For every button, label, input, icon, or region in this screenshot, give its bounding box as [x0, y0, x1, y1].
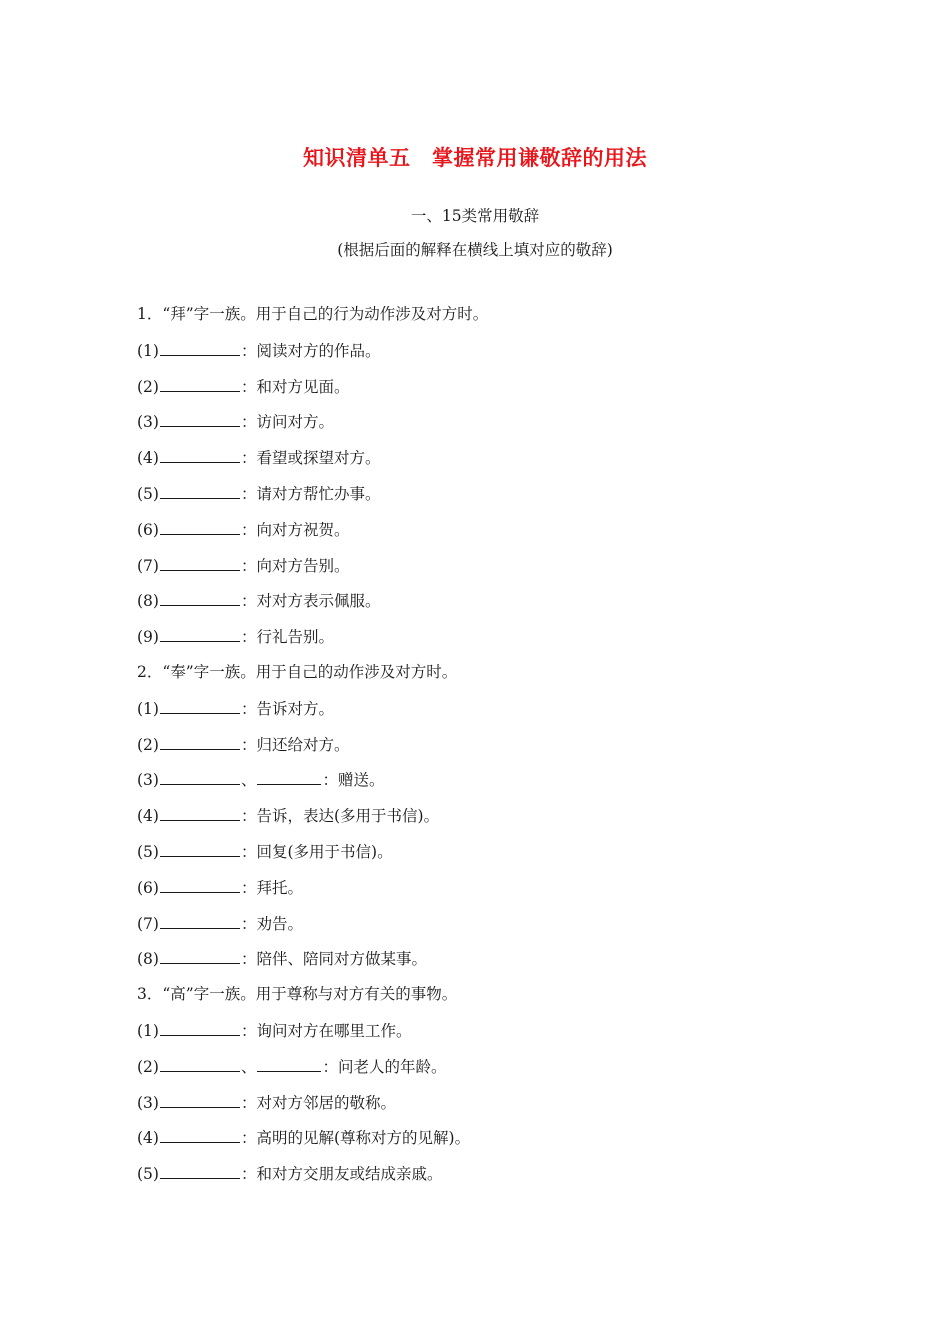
item-number: (2) [137, 1057, 159, 1076]
item-number: (6) [137, 520, 159, 539]
item-description: ：对对方邻居的敬称。 [240, 1093, 396, 1112]
item-number: (4) [137, 449, 159, 468]
answer-blank[interactable] [160, 481, 240, 499]
exercise-item [137, 911, 303, 935]
answer-blank[interactable] [160, 875, 240, 893]
exercise-item [137, 338, 380, 362]
exercise-item [137, 839, 393, 863]
exercise-item [137, 445, 380, 469]
exercise-item [137, 1161, 442, 1185]
answer-blank[interactable] [160, 911, 240, 929]
exercise-item [137, 624, 334, 648]
item-number: (8) [137, 950, 159, 969]
exercise-item [137, 767, 385, 791]
item-number: (2) [137, 377, 159, 396]
group-heading: 1．“拜”字一族。用于自己的行为动作涉及对方时。 [137, 305, 489, 323]
item-number: (5) [137, 485, 159, 503]
item-number: (3) [137, 771, 159, 790]
item-description: ：赠送。 [322, 771, 385, 790]
item-description: ：对对方表示佩服。 [240, 592, 381, 611]
blank-separator: 、 [240, 1057, 257, 1076]
answer-blank[interactable] [160, 624, 240, 642]
exercise-item [137, 1090, 396, 1114]
exercise-item [137, 732, 349, 756]
exercise-item [137, 517, 349, 541]
item-description: ：询问对方在哪里工作。 [240, 1022, 412, 1040]
instruction-text: (根据后面的解释在横线上填对应的敬辞) [337, 241, 613, 259]
item-number: (3) [137, 413, 159, 432]
answer-blank[interactable] [160, 1125, 240, 1143]
item-description: ：请对方帮忙办事。 [240, 485, 381, 503]
exercise-item [137, 1054, 447, 1078]
answer-blank[interactable] [160, 553, 240, 571]
exercise-item [137, 481, 380, 505]
item-description: ：和对方交朋友或结成亲戚。 [240, 1165, 443, 1184]
item-number: (4) [137, 807, 159, 826]
answer-blank[interactable] [160, 517, 240, 535]
exercise-item [137, 1018, 411, 1042]
exercise-item [137, 588, 380, 612]
item-number: (2) [137, 735, 159, 754]
item-number: (1) [137, 699, 159, 718]
item-number: (5) [137, 1165, 159, 1184]
exercise-item [137, 1125, 470, 1149]
answer-blank[interactable] [160, 338, 240, 356]
item-description: ：陪伴、陪同对方做某事。 [240, 950, 427, 969]
item-number: (1) [137, 341, 159, 360]
exercise-item [137, 374, 349, 398]
answer-blank[interactable] [160, 767, 240, 785]
answer-blank[interactable] [160, 946, 240, 964]
item-number: (9) [137, 628, 159, 647]
item-number: (7) [137, 914, 159, 933]
item-number: (4) [137, 1129, 159, 1148]
item-description: ：看望或探望对方。 [240, 449, 381, 468]
item-description: ：高明的见解(尊称对方的见解)。 [240, 1129, 471, 1148]
answer-blank[interactable] [160, 445, 240, 463]
answer-blank[interactable] [160, 1018, 240, 1036]
item-number: (6) [137, 878, 159, 897]
item-description: ：回复(多用于书信)。 [240, 843, 393, 861]
answer-blank[interactable] [257, 1054, 321, 1072]
blank-separator: 、 [240, 771, 257, 790]
group-heading: 2．“奉”字一族。用于自己的动作涉及对方时。 [137, 663, 458, 681]
group-heading: 3．“高”字一族。用于尊称与对方有关的事物。 [137, 985, 458, 1004]
exercise-item [137, 875, 303, 899]
exercise-item [137, 553, 349, 577]
exercise-item [137, 696, 334, 720]
answer-blank[interactable] [160, 1161, 240, 1179]
answer-blank[interactable] [160, 732, 240, 750]
item-number: (1) [137, 1022, 159, 1040]
item-description: ：告诉对方。 [240, 699, 334, 718]
item-description: ：向对方告别。 [240, 556, 350, 575]
item-description: ：问老人的年龄。 [322, 1057, 447, 1076]
item-number: (8) [137, 592, 159, 611]
item-description: ：向对方祝贺。 [240, 520, 350, 539]
answer-blank[interactable] [160, 839, 240, 857]
item-description: ：归还给对方。 [240, 735, 350, 754]
answer-blank[interactable] [160, 1090, 240, 1108]
item-description: ：阅读对方的作品。 [240, 341, 381, 360]
exercise-item [137, 803, 439, 827]
item-description: ：访问对方。 [240, 413, 334, 432]
answer-blank[interactable] [160, 409, 240, 427]
item-number: (7) [137, 556, 159, 575]
item-description: ：劝告。 [240, 914, 303, 933]
answer-blank[interactable] [160, 1054, 240, 1072]
item-description: ：告诉，表达(多用于书信)。 [240, 807, 440, 826]
answer-blank[interactable] [160, 374, 240, 392]
exercise-item [137, 946, 427, 970]
item-description: ：行礼告别。 [240, 628, 334, 647]
item-description: ：拜托。 [240, 878, 303, 897]
item-description: ：和对方见面。 [240, 377, 350, 396]
section-heading: 一、15类常用敬辞 [410, 207, 540, 225]
item-number: (5) [137, 843, 159, 861]
answer-blank[interactable] [257, 767, 321, 785]
exercise-item [137, 409, 334, 433]
answer-blank[interactable] [160, 803, 240, 821]
page-title: 知识清单五 掌握常用谦敬辞的用法 [303, 145, 647, 170]
answer-blank[interactable] [160, 588, 240, 606]
answer-blank[interactable] [160, 696, 240, 714]
item-number: (3) [137, 1093, 159, 1112]
